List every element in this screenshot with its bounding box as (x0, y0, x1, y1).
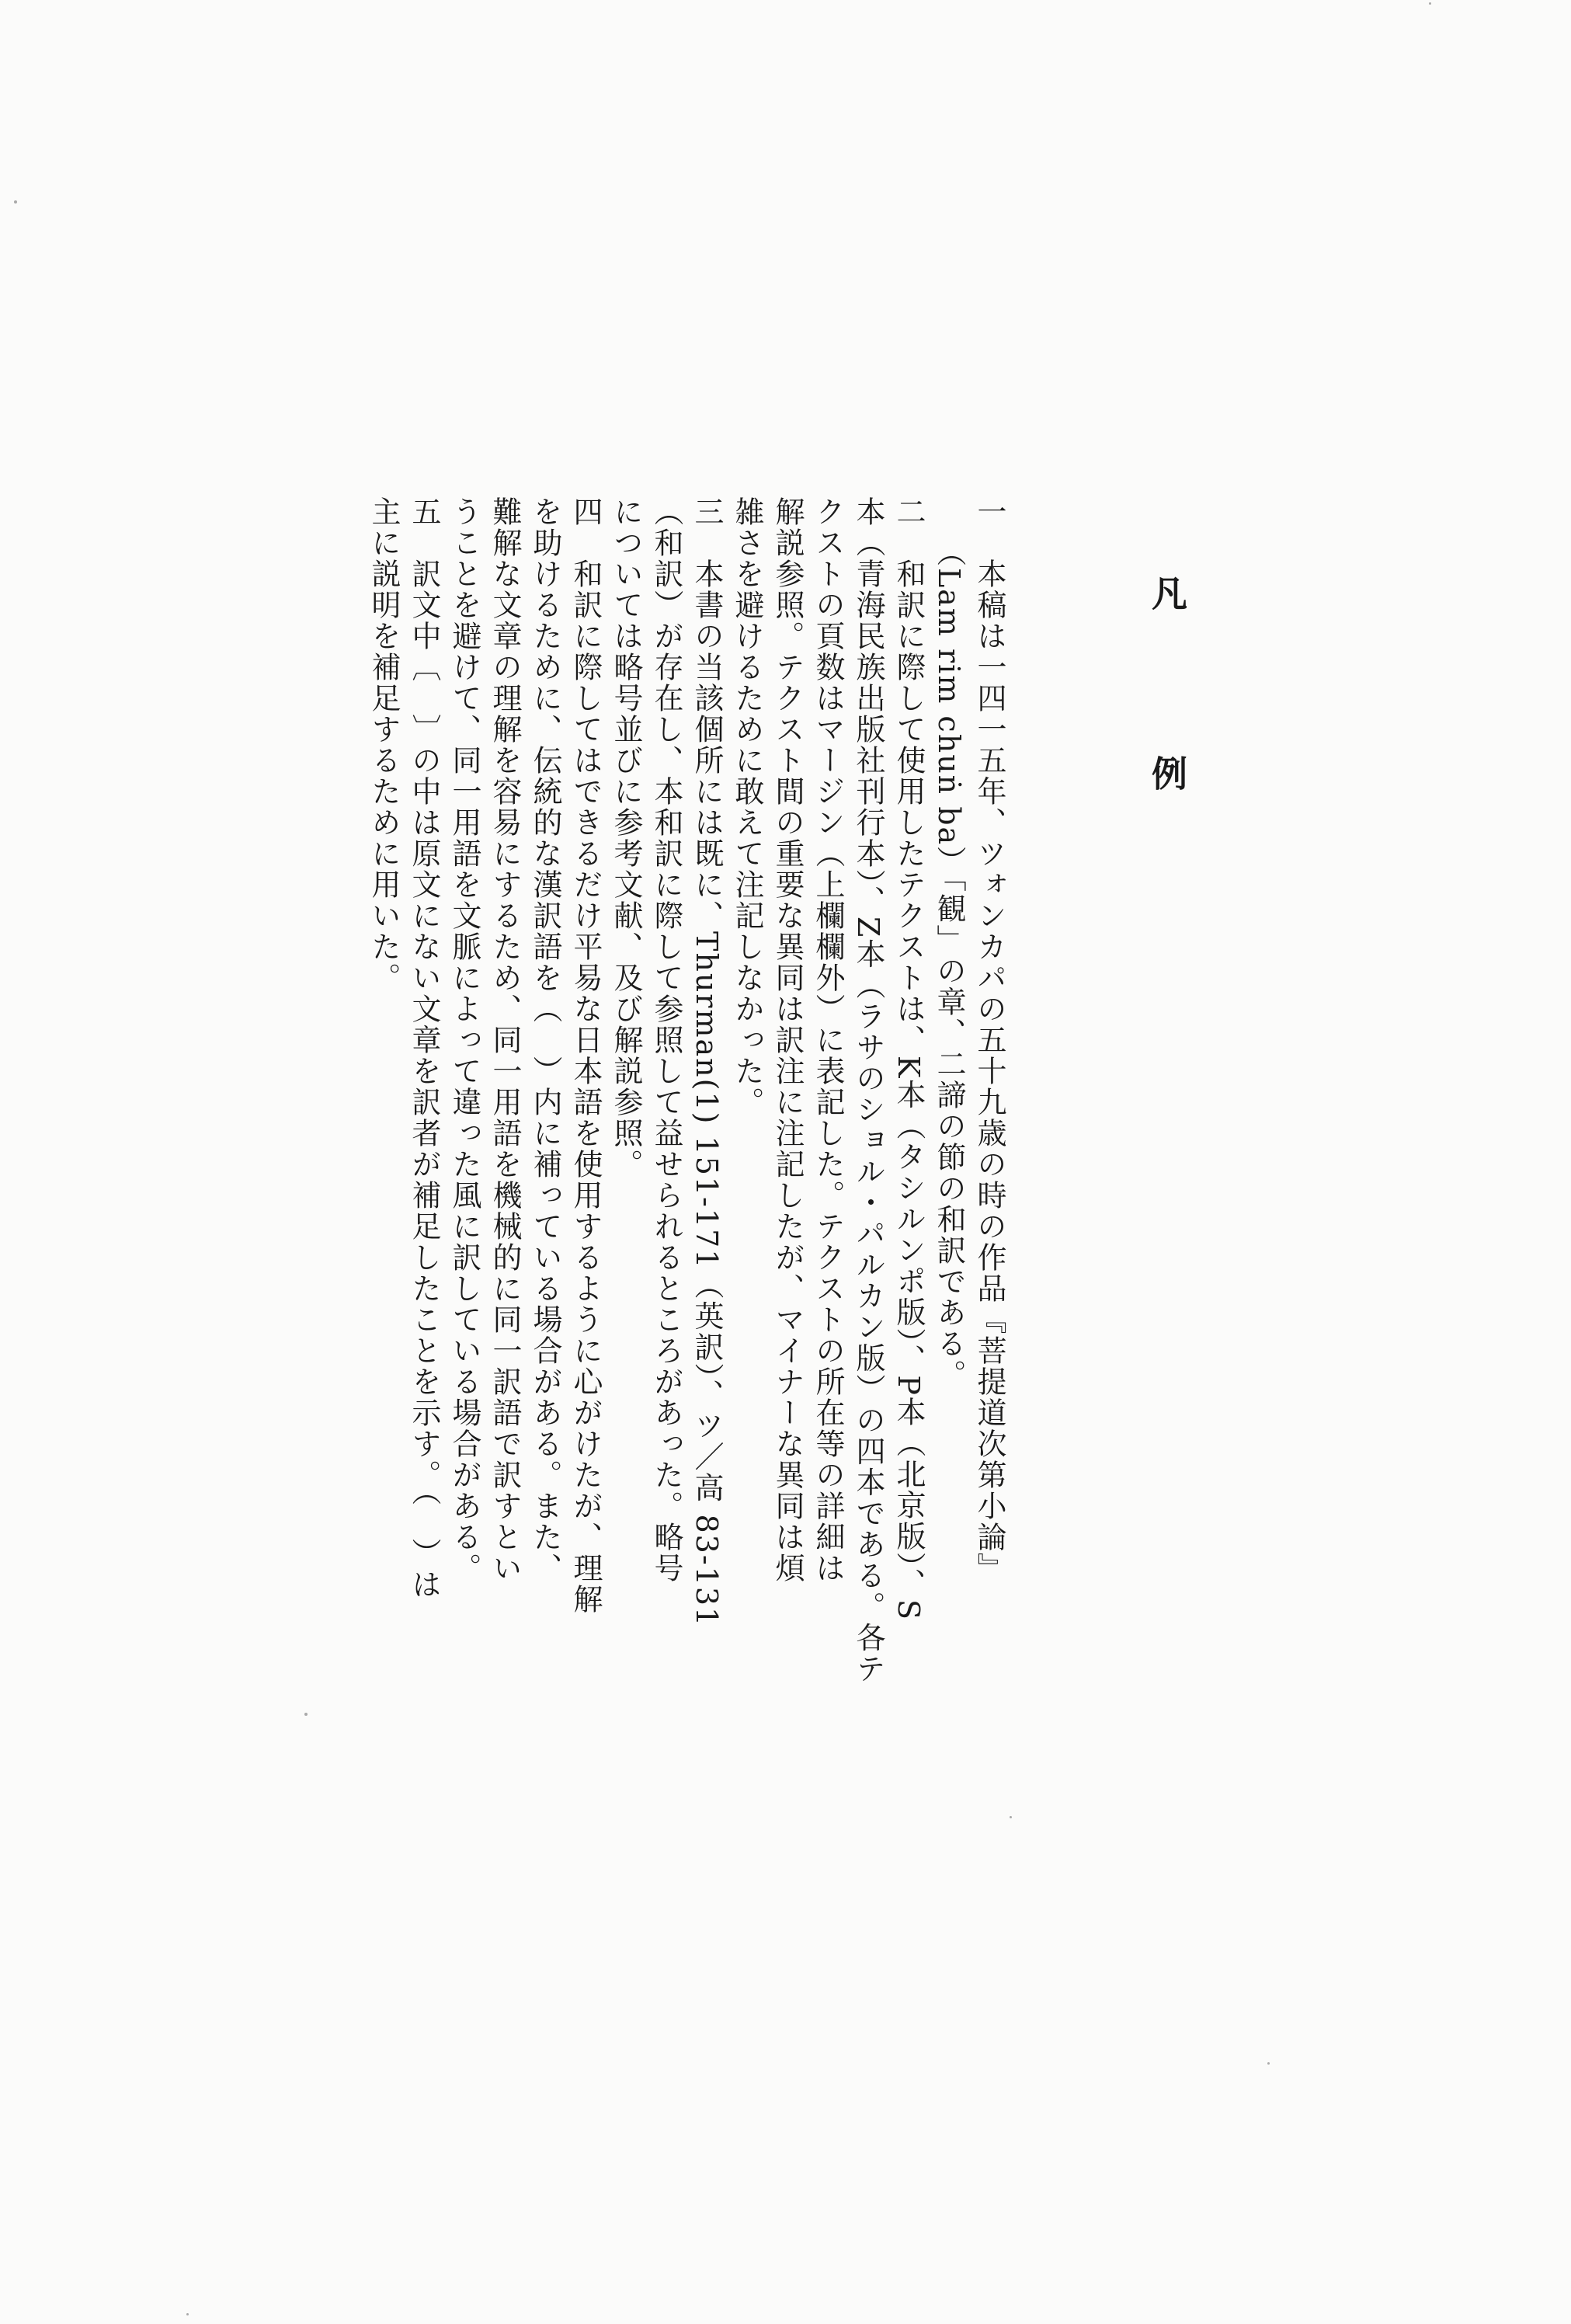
page-title: 凡 例 (1146, 575, 1188, 845)
note-line-9: （和訳）が存在し、本和訳に際して参照して益せられるところがあった。略号 (649, 496, 683, 1584)
scan-speck (1429, 2, 1431, 5)
scan-speck (186, 2313, 189, 2315)
scan-speck (14, 200, 17, 204)
scan-speck (1010, 1816, 1012, 1818)
note-line-11: 四 和訳に際してはできるだけ平易な日本語を使用するように心がけたが、理解 (568, 496, 603, 1615)
scan-speck (304, 1713, 308, 1716)
note-line-14: うことを避けて、同一用語を文脈によって違った風に訳している場合がある。 (447, 496, 481, 1584)
note-line-8: 三 本書の当該個所には既に、Thurman(1) 151-171（英訳）、ツ／高 83-131 (690, 496, 724, 1628)
note-line-12: を助けるために、伝統的な漢訳語を（ ）内に補っている場合がある。また、 (528, 496, 562, 1584)
note-line-7: 雑さを避けるために敢えて注記しなかった。 (730, 496, 764, 1118)
note-line-16: 主に説明を補足するために用いた。 (367, 496, 401, 993)
note-line-13: 難解な文章の理解を容易にするため、同一用語を機械的に同一訳語で訳すとい (488, 496, 522, 1584)
note-line-4: 本（青海民族出版社刊行本）、Z本（ラサのショル・パルカン版）の四本である。各テ (851, 496, 885, 1685)
note-line-6: 解説参照。テクスト間の重要な異同は訳注に注記したが、マイナーな異同は煩 (770, 496, 805, 1584)
note-line-3: 二 和訳に際して使用したテクストは、K本（タシルンポ版）、P本（北京版）、S (892, 496, 926, 1621)
scan-speck (1267, 2062, 1270, 2065)
note-line-15: 五 訳文中〔 〕の中は原文にない文章を訳者が補足したことを示す。（ ）は (407, 496, 441, 1600)
notes-body (280, 485, 1010, 1728)
note-line-1: 一 本稿は一四一五年、ツォンカパの五十九歳の時の作品『菩提道次第小論』 (972, 496, 1006, 1584)
note-line-10: については略号並びに参考文献、及び解説参照。 (609, 496, 643, 1180)
note-line-5: クストの頁数はマージン（上欄欄外）に表記した。テクストの所在等の詳細は (811, 496, 845, 1584)
note-line-2: （Lam rim chuṅ ba）「観」の章、二諦の節の和訳である。 (932, 537, 966, 1391)
